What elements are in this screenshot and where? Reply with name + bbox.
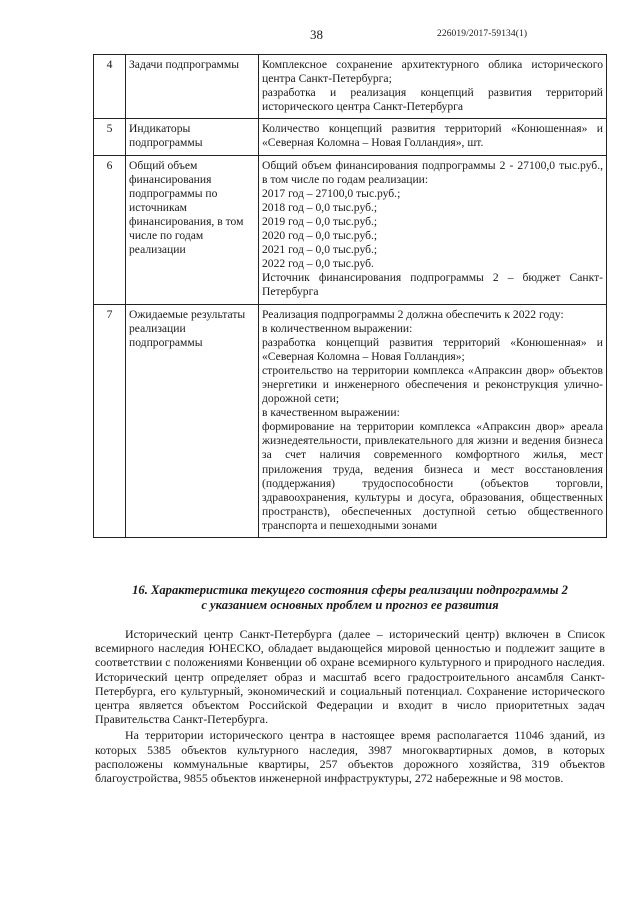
row-title: Общий объем финансирования подпрограммы по источникам финансирования, в том числе по годам реализации: [126, 155, 259, 304]
paragraph: Исторический центр Санкт-Петербурга (далее – исторический центр) включен в Список всемирного наследия ЮНЕСКО, обладает выдающейся мировой ценностью и подлежит защите в соответствии с положениями Конвенции об охране всемирного культурного и природного наследия. Исторический центр определяет образ и масштаб всего градостроительного ансамбля Санкт-Петербурга, его культурный, экономический и социальный потенциал. Сохранение исторического центра является объектом Российской Федерации и входит в число приоритетных задач Правительства Санкт-Петербурга.: [95, 627, 605, 727]
section-heading: [100, 583, 600, 613]
content-line: разработка концепций развития территорий «Конюшенная» и «Северная Коломна – Новая Голландия»;: [262, 335, 603, 363]
row-number: 6: [94, 155, 126, 304]
row-number: 7: [94, 304, 126, 538]
row-content: [259, 155, 607, 304]
content-line: 2019 год – 0,0 тыс.руб.;: [262, 214, 378, 228]
content-line: разработка и реализация концепций развития территорий исторического центра Санкт-Петербурга: [262, 86, 603, 114]
content-line: Общий объем финансирования подпрограммы 2 - 27100,0 тыс.руб., в том числе по годам реализации:: [262, 158, 603, 186]
row-title: Задачи подпрограммы: [126, 55, 259, 119]
table-row: [94, 304, 607, 538]
row-number: 5: [94, 119, 126, 155]
content-line: в качественном выражении:: [262, 406, 400, 420]
content-line: 2022 год – 0,0 тыс.руб.: [262, 257, 374, 271]
row-content: [259, 304, 607, 538]
page-number: 38: [310, 27, 323, 42]
content-line: Источник финансирования подпрограммы 2 – бюджет Санкт-Петербурга: [262, 271, 603, 299]
content-line: Комплексное сохранение архитектурного облика исторического центра Санкт-Петербурга;: [262, 58, 603, 86]
section-heading-line: 16. Характеристика текущего состояния сферы реализации подпрограммы 2: [132, 583, 568, 597]
document-code: 226019/2017-59134(1): [437, 29, 528, 39]
content-line: в количественном выражении:: [262, 321, 413, 335]
row-content: [259, 55, 607, 119]
table-row: [94, 119, 607, 155]
content-line: формирование на территории комплекса «Апраксин двор» ареала жизнедеятельности, привлекательного для жизни и ведения бизнеса за счет наличия современного комфортного жилья, мест приложения труда, ведения бизнеса и мест восстановления (поддержания) трудоспособности (объектов торговли, здравоохранения, культуры и досуга, образования, общественных пространств), обеспеченных доступной сетью общественного транспорта и пешеходными зонами: [262, 420, 603, 532]
row-title: Ожидаемые результаты реализации подпрограммы: [126, 304, 259, 538]
subprogram-passport-table: [93, 54, 607, 538]
content-line: 2017 год – 27100,0 тыс.руб.;: [262, 186, 401, 200]
content-line: строительство на территории комплекса «Апраксин двор» объектов энергетики и инженерного обеспечения и реконструкция улично-дорожной сети;: [262, 363, 603, 406]
table-row: [94, 55, 607, 119]
content-line: 2021 год – 0,0 тыс.руб.;: [262, 243, 378, 257]
content-line: Реализация подпрограммы 2 должна обеспечить к 2022 году:: [262, 307, 564, 321]
content-line: Количество концепций развития территорий «Конюшенная» и «Северная Коломна – Новая Голландия», шт.: [262, 122, 603, 150]
section-heading-line: с указанием основных проблем и прогноз ее развития: [201, 598, 499, 612]
row-title: Индикаторы подпрограммы: [126, 119, 259, 155]
section-body: [95, 627, 605, 787]
content-line: 2020 год – 0,0 тыс.руб.;: [262, 229, 378, 243]
row-content: [259, 119, 607, 155]
paragraph: На территории исторического центра в настоящее время располагается 11046 зданий, из которых 5385 объектов культурного наследия, 3987 многоквартирных домов, в которых расположены коммунальные квартиры, 257 объектов дорожного хозяйства, 319 объектов благоустройства, 9855 объектов инженерной инфраструктуры, 272 набережные и 98 мостов.: [95, 728, 605, 786]
row-number: 4: [94, 55, 126, 119]
table-row: [94, 155, 607, 304]
content-line: 2018 год – 0,0 тыс.руб.;: [262, 200, 378, 214]
